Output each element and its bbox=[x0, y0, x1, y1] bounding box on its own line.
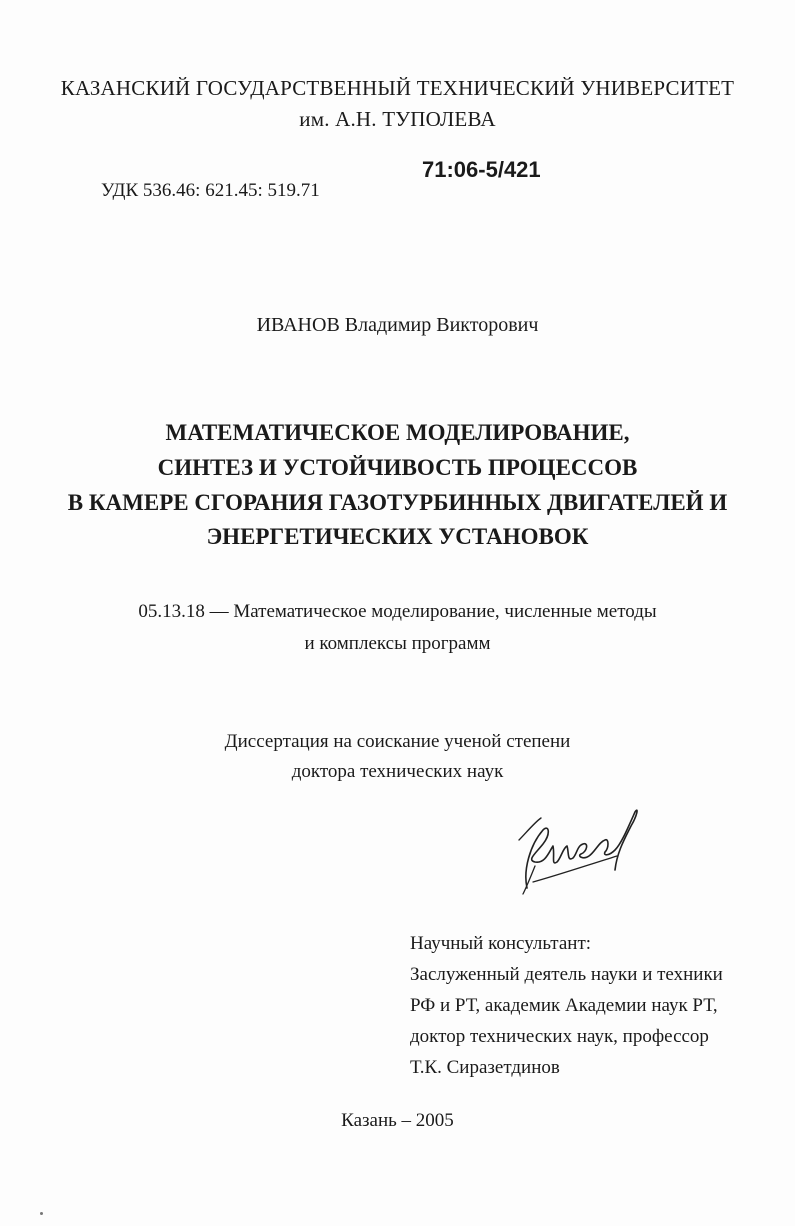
title-line-3: В КАМЕРЕ СГОРАНИЯ ГАЗОТУРБИННЫХ ДВИГАТЕЛЕЙ И bbox=[67, 490, 728, 515]
title-line-1: МАТЕМАТИЧЕСКОЕ МОДЕЛИРОВАНИЕ, bbox=[165, 420, 630, 445]
author-name: ИВАНОВ Владимир Викторович bbox=[256, 314, 539, 336]
title-line-4: ЭНЕРГЕТИЧЕСКИХ УСТАНОВОК bbox=[206, 524, 589, 549]
consultant-title-line-2: РФ и РТ, академик Академии наук РТ, bbox=[410, 995, 718, 1016]
university-name-line2: им. А.Н. ТУПОЛЕВА bbox=[299, 107, 496, 131]
city-year: Казань – 2005 bbox=[341, 1110, 454, 1131]
consultant-name: Т.К. Сиразетдинов bbox=[410, 1057, 560, 1078]
consultant-label: Научный консультант: bbox=[410, 933, 592, 954]
library-stamp-code: 71:06-5/421 bbox=[422, 157, 541, 182]
specialty-line-1: 05.13.18 — Математическое моделирование, численные методы bbox=[138, 601, 657, 622]
scan-speck bbox=[40, 1212, 43, 1215]
consultant-title-line-1: Заслуженный деятель науки и техники bbox=[410, 964, 723, 985]
handwritten-signature-icon bbox=[505, 800, 645, 900]
title-line-2: СИНТЕЗ И УСТОЙЧИВОСТЬ ПРОЦЕССОВ bbox=[157, 455, 638, 480]
specialty-line-2: и комплексы программ bbox=[304, 633, 491, 654]
scientific-consultant-block bbox=[410, 928, 723, 1083]
udk-code: УДК 536.46: 621.45: 519.71 bbox=[101, 180, 320, 201]
dissertation-line-1: Диссертация на соискание ученой степени bbox=[224, 731, 571, 752]
consultant-title-line-3: доктор технических наук, профессор bbox=[410, 1026, 709, 1047]
dissertation-line-2: доктора технических наук bbox=[291, 761, 504, 782]
university-name-line1: КАЗАНСКИЙ ГОСУДАРСТВЕННЫЙ ТЕХНИЧЕСКИЙ УНИВЕРСИТЕТ bbox=[60, 76, 735, 100]
